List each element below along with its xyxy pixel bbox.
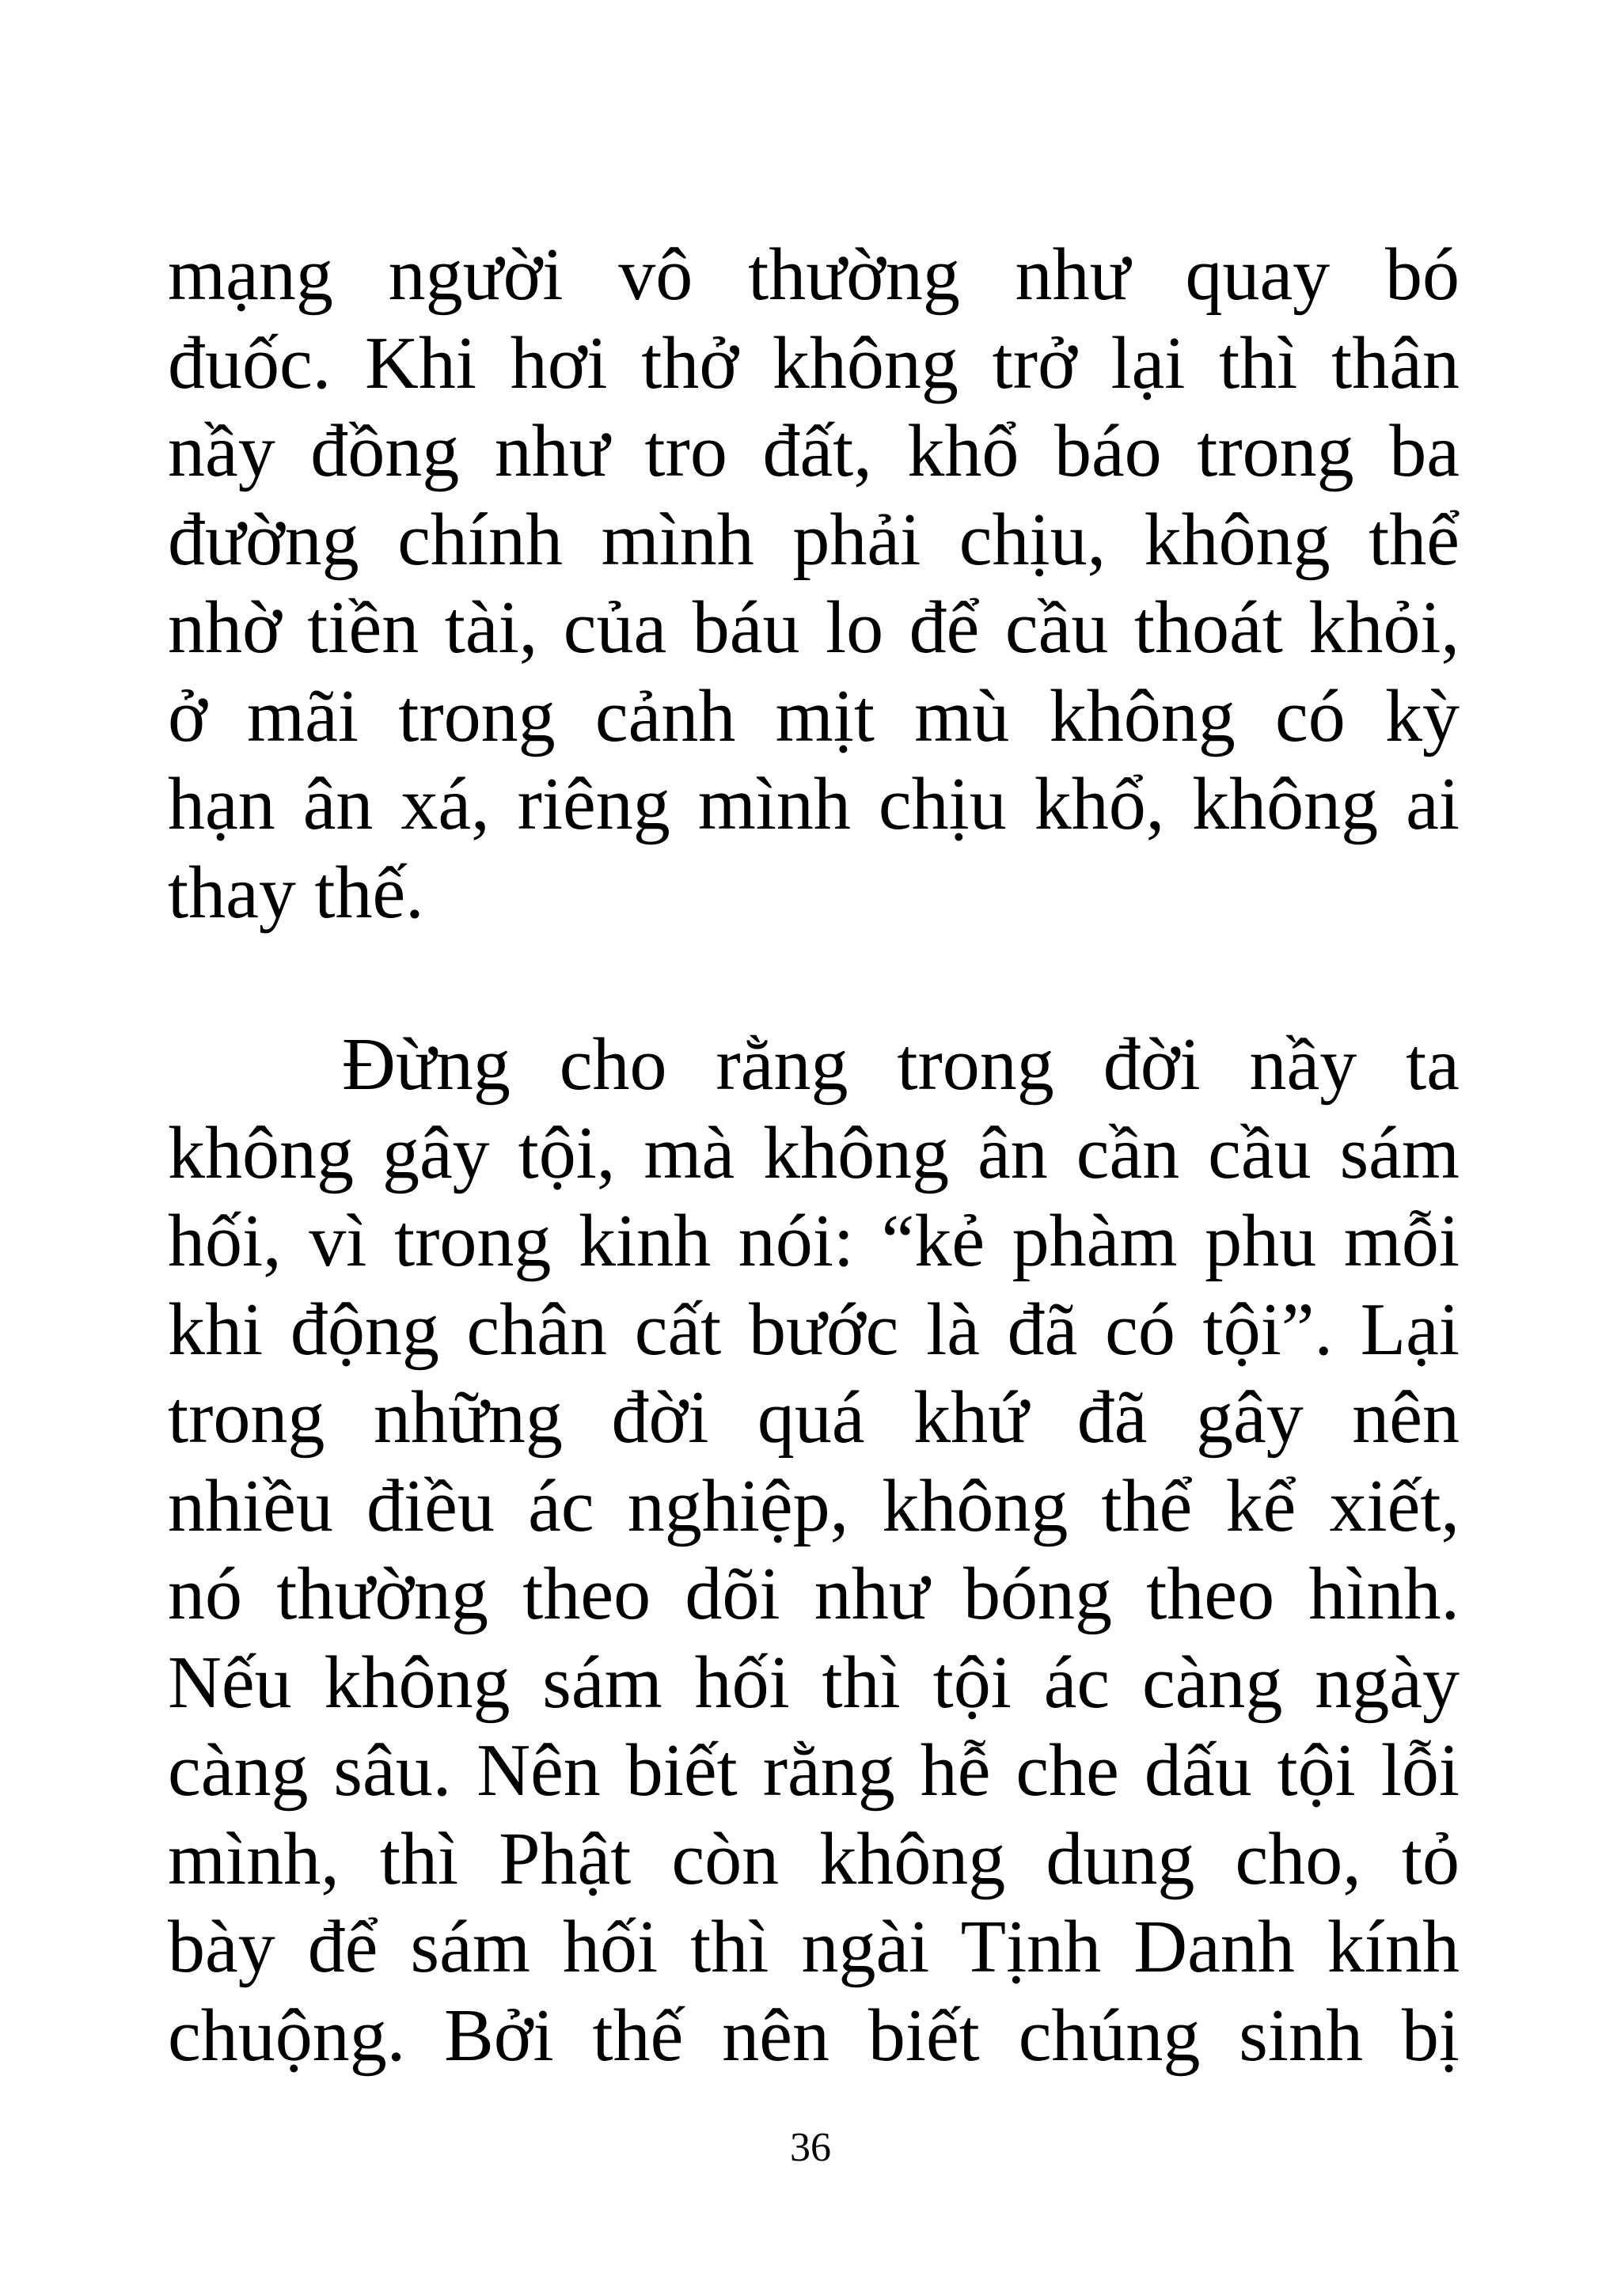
paragraph-1 <box>168 231 1460 937</box>
text-line: ở mãi trong cảnh mịt mù không có kỳ <box>168 674 1460 757</box>
text-line: nhờ tiền tài, của báu lo để cầu thoát khỏi, <box>168 586 1460 669</box>
text-line: nó thường theo dõi như bóng theo hình. <box>168 1553 1460 1635</box>
page-number: 36 <box>790 2125 831 2170</box>
text-line: chuộng. Bởi thế nên biết chúng sinh bị <box>168 1994 1460 2077</box>
text-line-last: thay thế. <box>168 851 424 934</box>
text-line: đuốc. Khi hơi thở không trở lại thì thân <box>168 321 1460 404</box>
text-line: Nếu không sám hối thì tội ác càng ngày <box>168 1641 1460 1724</box>
text-line: hối, vì trong kinh nói: “kẻ phàm phu mỗi <box>168 1200 1460 1282</box>
text-line: không gây tội, mà không ân cần cầu sám <box>168 1111 1460 1194</box>
text-line: bày để sám hối thì ngài Tịnh Danh kính <box>168 1906 1460 1988</box>
paragraph-2 <box>168 1021 1460 2080</box>
text-line: nầy đồng như tro đất, khổ báo trong ba <box>168 410 1460 492</box>
text-line: mình, thì Phật còn không dung cho, tỏ <box>168 1817 1460 1900</box>
text-line: hạn ân xá, riêng mình chịu khổ, không ai <box>168 763 1460 845</box>
text-line: trong những đời quá khứ đã gây nên <box>168 1376 1460 1459</box>
text-line: càng sâu. Nên biết rằng hễ che dấu tội lỗi <box>168 1729 1460 1812</box>
text-line: mạng người vô thường như quay bó <box>168 233 1460 316</box>
text-line: đường chính mình phải chịu, không thể <box>168 498 1460 581</box>
text-line: nhiều điều ác nghiệp, không thể kể xiết, <box>168 1464 1460 1547</box>
text-line: khi động chân cất bước là đã có tội”. Lại <box>168 1288 1460 1371</box>
text-line-indented: Đừng cho rằng trong đời nầy ta <box>342 1023 1460 1106</box>
